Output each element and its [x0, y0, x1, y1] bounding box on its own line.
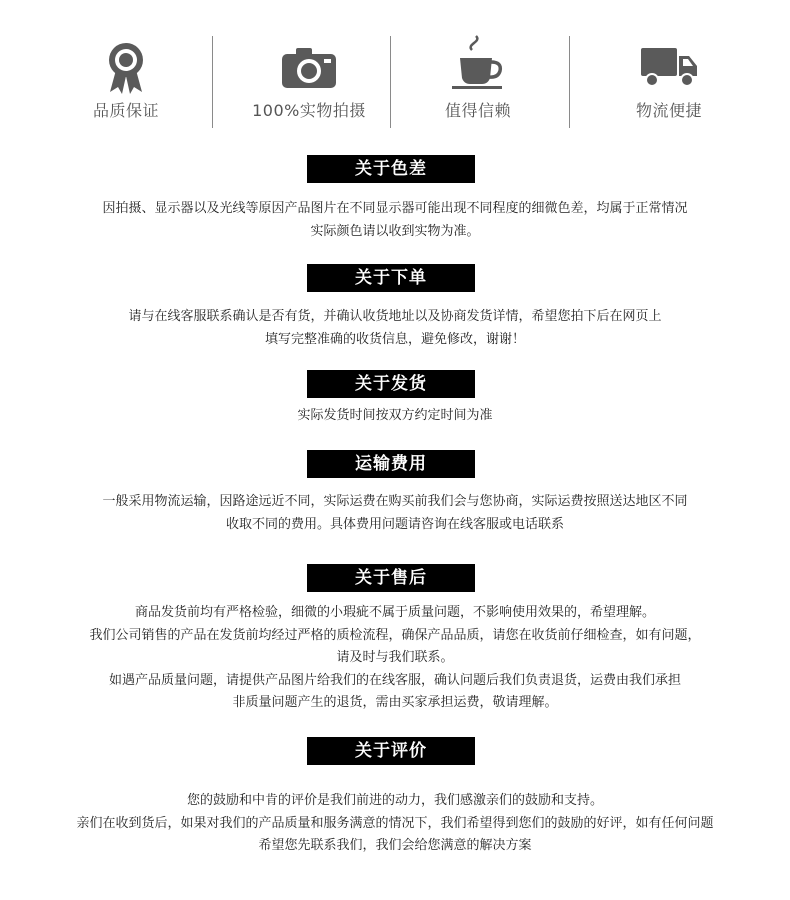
divider [390, 36, 391, 128]
section-body-freight [20, 491, 770, 536]
section-title-shipping: 关于发货 [307, 370, 475, 398]
section-text-line: 收取不同的费用。具体费用问题请咨询在线客服或电话联系 [225, 516, 564, 532]
feature-logistics [589, 30, 749, 130]
divider [569, 36, 570, 128]
section-text-line: 希望您先联系我们，我们会给您满意的解决方案 [258, 838, 532, 853]
section-title-reviews: 关于评价 [307, 737, 475, 765]
feature-quality [46, 30, 206, 130]
camera-icon [280, 46, 338, 90]
section-text-line: 亲们在收到货后，如果对我们的产品质量和服务满意的情况下，我们希望得到您们的鼓励的好评，如有任何问题 [76, 815, 714, 831]
section-text-line: 因拍摄、显示器以及光线等原因产品图片在不同显示器可能出现不同程度的细微色差，均属于正常情况 [102, 201, 688, 216]
section-title-freight: 运输费用 [307, 450, 475, 478]
section-text-line: 您的鼓励和中肯的评价是我们前进的动力，我们感激亲们的鼓励和支持。 [186, 793, 603, 808]
section-body-reviews [20, 790, 770, 858]
delivery-truck-icon [639, 44, 699, 90]
feature-label: 100%实物拍摄 [252, 101, 366, 120]
award-ribbon-icon [104, 40, 148, 96]
section-text-line: 实际颜色请以收到实物为准。 [310, 223, 480, 239]
section-body-after-sales [20, 602, 770, 715]
section-text-line: 非质量问题产生的退货，需由买家承担运费，敬请理解。 [232, 695, 558, 710]
section-text-line: 一般采用物流运输，因路途远近不同，实际运费在购买前我们会与您协商，实际运费按照送达地区不同 [102, 494, 688, 509]
section-text-line: 填写完整准确的收货信息，避免修改，谢谢！ [264, 331, 525, 347]
coffee-cup-icon [448, 34, 508, 90]
section-body-color-difference [20, 198, 770, 243]
section-title-color-difference: 关于色差 [307, 155, 475, 183]
section-body-ordering [20, 306, 770, 351]
section-text-line: 请与在线客服联系确认是否有货，并确认收货地址以及协商发货详情，希望您拍下后在网页上 [128, 309, 662, 324]
section-text-line: 实际发货时间按双方约定时间为准 [297, 408, 493, 423]
feature-label: 值得信赖 [444, 101, 511, 120]
section-title-after-sales: 关于售后 [307, 564, 475, 592]
feature-label: 物流便捷 [635, 101, 702, 120]
feature-strip [36, 30, 754, 140]
section-text-line: 我们公司销售的产品在发货前均经过严格的质检流程，确保产品品质，请您在收货前仔细检查，如有问题， [89, 627, 701, 643]
section-text-line: 商品发货前均有严格检验，细微的小瑕疵不属于质量问题，不影响使用效果的，希望理解。 [134, 605, 655, 620]
divider [212, 36, 213, 128]
feature-label: 品质保证 [92, 101, 159, 120]
feature-real-photo [229, 30, 389, 130]
section-body-shipping [20, 405, 770, 428]
feature-trustworthy [398, 30, 558, 130]
section-text-line: 请及时与我们联系。 [336, 650, 454, 665]
section-title-ordering: 关于下单 [307, 264, 475, 292]
section-text-line: 如遇产品质量问题，请提供产品图片给我们的在线客服，确认问题后我们负责退货，运费由我们承担 [108, 672, 681, 688]
